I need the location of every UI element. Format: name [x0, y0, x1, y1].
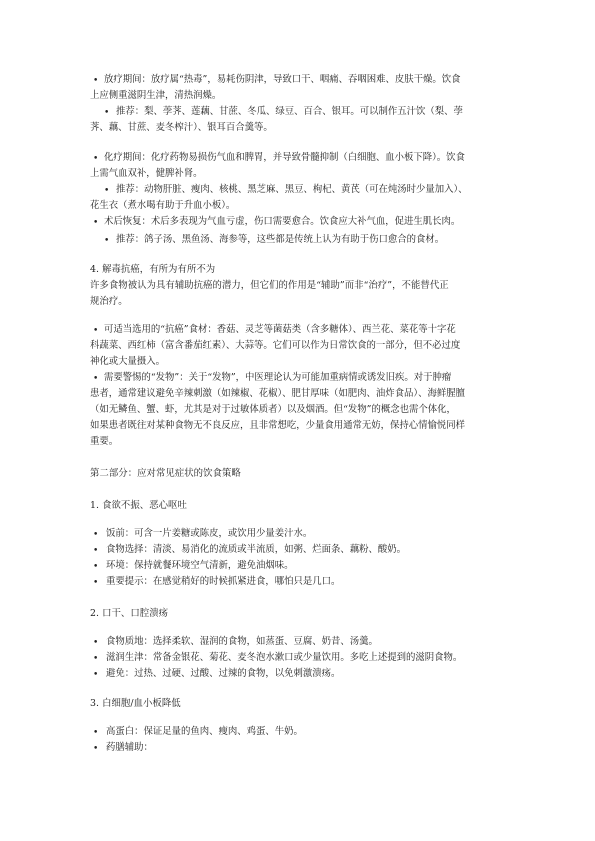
bullet-text-cont: 患者，通常建议避免辛辣刺激（如辣椒、花椒）、肥甘厚味（如肥肉、油炸食品）、海鲜腥膻 — [90, 388, 465, 399]
bullet-marker: • — [93, 546, 99, 556]
bullet-text: 食物选择：清淡、易消化的流质或半流质，如粥、烂面条、藕粉、酸奶。 — [106, 544, 407, 555]
bullet-text: 推荐：梨、荸荠、莲藕、甘蔗、冬瓜、绿豆、百合、银耳。可以制作五汁饮（梨、荸 — [116, 106, 463, 117]
bullet-text: 可适当选用的“抗癌”食材：香菇、灵芝等菌菇类（含多糖体）、西兰花、菜花等十字花 — [104, 324, 456, 335]
bullet-marker: • — [93, 728, 99, 738]
bullet-marker: • — [93, 76, 99, 86]
subsection-heading: 3. 白细胞/血小板降低 — [90, 698, 181, 709]
bullet-marker: • — [93, 154, 99, 164]
bullet-marker: • — [93, 638, 99, 648]
bullet-marker: • — [104, 236, 110, 246]
bullet-text-cont: 上需气血双补，健脾补肾。 — [90, 168, 203, 179]
paragraph-line: 规治疗。 — [90, 296, 128, 307]
bullet-text: 需要警惕的“发物”：关于“发物”，中医理论认为可能加重病情或诱发旧疾。对于肿瘤 — [104, 372, 452, 383]
bullet-text-cont: 如果患者既往对某种食物无不良反应，且非常想吃，少量食用通常无妨，保持心情愉悦同样 — [90, 420, 466, 431]
bullet-text-cont: 花生衣（煮水喝有助于升血小板）。 — [90, 200, 236, 211]
bullet-text: 重要提示：在感觉稍好的时候抓紧进食，哪怕只是几口。 — [106, 576, 341, 587]
bullet-text: 药膳辅助： — [106, 742, 153, 753]
bullet-text: 放疗期间：放疗属“热毒”，易耗伤阴津，导致口干、咽痛、吞咽困难、皮肤干燥。饮食 — [104, 74, 461, 85]
bullet-marker: • — [93, 530, 99, 540]
bullet-text-cont: 神化或大量摄入。 — [90, 356, 166, 367]
bullet-text: 术后恢复：术后多表现为气血亏虚，伤口需要愈合。饮食应大补气血，促进生肌长肉。 — [104, 216, 461, 227]
bullet-marker: • — [93, 670, 99, 680]
paragraph-line: 许多食物被认为具有辅助抗癌的潜力，但它们的作用是“辅助”而非“治疗”，不能替代正 — [90, 280, 449, 291]
bullet-text: 推荐：鸽子汤、黑鱼汤、海参等，这些都是传统上认为有助于伤口愈合的食材。 — [116, 234, 445, 245]
bullet-text: 滋润生津：常备金银花、菊花、麦冬泡水漱口或少量饮用。多吃上述提到的滋阴食物。 — [106, 652, 463, 663]
part-heading: 第二部分：应对常见症状的饮食策略 — [90, 468, 241, 479]
bullet-marker: • — [93, 744, 99, 754]
bullet-marker: • — [104, 108, 110, 118]
bullet-marker: • — [93, 374, 99, 384]
bullet-marker: • — [93, 654, 99, 664]
bullet-marker: • — [93, 326, 99, 336]
bullet-text-cont: 重要。 — [90, 436, 119, 447]
bullet-marker: • — [93, 578, 99, 588]
bullet-text: 推荐：动物肝脏、瘦肉、核桃、黑芝麻、黑豆、枸杞、黄芪（可在炖汤时少量加入）、 — [116, 184, 468, 195]
bullet-marker: • — [104, 186, 110, 196]
bullet-text: 化疗期间：化疗药物易损伤气血和脾胃，并导致骨髓抑制（白细胞、血小板下降）。饮食 — [104, 152, 465, 163]
bullet-text: 食物质地：选择柔软、湿润的食物，如蒸蛋、豆腐、奶昔、汤羹。 — [106, 636, 378, 647]
section-heading: 4. 解毒抗癌，有所为有所不为 — [90, 264, 216, 275]
bullet-text: 避免：过热、过硬、过酸、过辣的食物，以免刺激溃疡。 — [106, 668, 341, 679]
subsection-heading: 1. 食欲不振、恶心呕吐 — [90, 500, 187, 511]
bullet-text: 环境：保持就餐环境空气清新，避免油烟味。 — [106, 560, 294, 571]
bullet-text-cont: 上应侧重滋阴生津，清热润燥。 — [90, 90, 222, 101]
bullet-text: 饭前：可含一片姜糖或陈皮，或饮用少量姜汁水。 — [106, 528, 313, 539]
bullet-text: 高蛋白：保证足量的鱼肉、瘦肉、鸡蛋、牛奶。 — [106, 726, 303, 737]
bullet-text-cont: 荠、藕、甘蔗、麦冬榨汁）、银耳百合羹等。 — [90, 122, 273, 133]
bullet-marker: • — [93, 218, 99, 228]
bullet-text-cont: 科蔬菜、西红柿（富含番茄红素）、大蒜等。它们可以作为日常饮食的一部分，但不必过度 — [90, 340, 461, 351]
bullet-marker: • — [93, 562, 99, 572]
subsection-heading: 2. 口干、口腔溃疡 — [90, 608, 169, 619]
bullet-text-cont: （如无鳞鱼、蟹、虾，尤其是对于过敏体质者）以及烟酒。但“发物”的概念也需个体化， — [90, 404, 456, 415]
